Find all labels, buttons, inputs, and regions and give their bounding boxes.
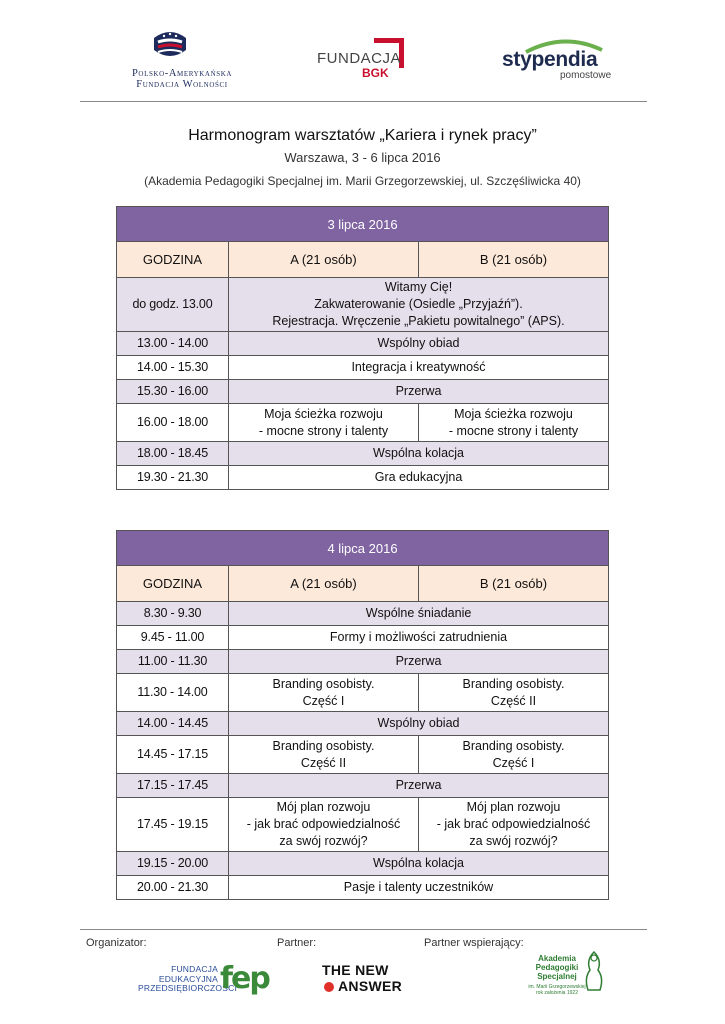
row-activity: Integracja i kreatywność bbox=[229, 356, 609, 380]
table-row bbox=[117, 650, 609, 674]
table-row bbox=[117, 736, 609, 774]
pafw-line2: Fundacja Wolności bbox=[136, 79, 228, 90]
row-activity-b: Branding osobisty. Część II bbox=[419, 674, 609, 712]
row-activity: Przerwa bbox=[229, 380, 609, 404]
header-divider bbox=[80, 101, 647, 102]
row-activity: Witamy Cię! Zakwaterowanie (Osiedle „Przyjaźń”). Rejestracja. Wręczenie „Pakietu powitalnego” (APS). bbox=[229, 278, 609, 332]
stypendia-line1: stypendia bbox=[502, 48, 598, 71]
row-activity: Wspólne śniadanie bbox=[229, 602, 609, 626]
header-group-b: B (21 osób) bbox=[419, 242, 609, 278]
header-time: GODZINA bbox=[117, 242, 229, 278]
stypendia-logo bbox=[500, 36, 630, 86]
row-time: 15.30 - 16.00 bbox=[117, 380, 229, 404]
table-row bbox=[117, 852, 609, 876]
organizer-label: Organizator: bbox=[86, 937, 147, 949]
bgk-line2: BGK bbox=[362, 66, 389, 80]
row-time: 13.00 - 14.00 bbox=[117, 332, 229, 356]
table-row bbox=[117, 674, 609, 712]
schedule-table-day2 bbox=[116, 530, 609, 900]
table-row bbox=[117, 774, 609, 798]
row-activity-b: Branding osobisty. Część I bbox=[419, 736, 609, 774]
tna-line2: ANSWER bbox=[338, 978, 403, 994]
row-activity: Formy i możliwości zatrudnienia bbox=[229, 626, 609, 650]
pafw-line1: Polsko-Amerykańska bbox=[131, 68, 233, 79]
table-row bbox=[117, 466, 609, 490]
row-time: 20.00 - 21.30 bbox=[117, 876, 229, 900]
table-row bbox=[117, 712, 609, 736]
row-time: 8.30 - 9.30 bbox=[117, 602, 229, 626]
footer-divider bbox=[80, 929, 647, 930]
bgk-logo bbox=[312, 38, 412, 88]
fep-text: FUNDACJA EDUKACYJNA PRZEDSIĘBIORCZOŚCI bbox=[138, 964, 238, 993]
table-row bbox=[117, 278, 609, 332]
partner-label: Partner: bbox=[277, 937, 317, 949]
pafw-eagle-icon bbox=[150, 28, 190, 62]
aps-text: Akademia Pedagogiki Specjalnej bbox=[535, 954, 579, 981]
row-time: 17.45 - 19.15 bbox=[117, 798, 229, 852]
row-time: 11.30 - 14.00 bbox=[117, 674, 229, 712]
row-time: 9.45 - 11.00 bbox=[117, 626, 229, 650]
venue-text: (Akademia Pedagogiki Specjalnej im. Marii Grzegorzewskiej, ul. Szczęśliwicka 40) bbox=[144, 174, 581, 188]
row-activity-a: Moja ścieżka rozwoju - mocne strony i talenty bbox=[229, 404, 419, 442]
aps-logo bbox=[528, 950, 608, 1000]
day-title: 3 lipca 2016 bbox=[117, 207, 609, 242]
header-group-b: B (21 osób) bbox=[419, 566, 609, 602]
schedule-table-day1 bbox=[116, 206, 609, 490]
bgk-line1: FUNDACJA bbox=[317, 50, 402, 67]
row-activity-b: Mój plan rozwoju - jak brać odpowiedzialność za swój rozwój? bbox=[419, 798, 609, 852]
stypendia-line2: pomostowe bbox=[560, 70, 612, 81]
page-subtitle: Warszawa, 3 - 6 lipca 2016 bbox=[284, 150, 441, 165]
row-activity-a: Mój plan rozwoju - jak brać odpowiedzialność za swój rozwój? bbox=[229, 798, 419, 852]
row-time: 16.00 - 18.00 bbox=[117, 404, 229, 442]
header-time: GODZINA bbox=[117, 566, 229, 602]
day-title: 4 lipca 2016 bbox=[117, 531, 609, 566]
row-time: do godz. 13.00 bbox=[117, 278, 229, 332]
row-activity: Przerwa bbox=[229, 774, 609, 798]
row-activity-b: Moja ścieżka rozwoju - mocne strony i talenty bbox=[419, 404, 609, 442]
table-row bbox=[117, 404, 609, 442]
row-time: 14.00 - 14.45 bbox=[117, 712, 229, 736]
table-row bbox=[117, 602, 609, 626]
the-new-answer-logo bbox=[322, 962, 402, 998]
row-activity: Wspólna kolacja bbox=[229, 852, 609, 876]
row-activity: Wspólny obiad bbox=[229, 332, 609, 356]
header-group-a: A (21 osób) bbox=[229, 566, 419, 602]
table-row bbox=[117, 442, 609, 466]
table-row bbox=[117, 356, 609, 380]
aps-emblem-icon bbox=[582, 950, 606, 994]
table-row bbox=[117, 876, 609, 900]
row-time: 14.00 - 15.30 bbox=[117, 356, 229, 380]
table-row bbox=[117, 332, 609, 356]
row-activity-a: Branding osobisty. Część II bbox=[229, 736, 419, 774]
table-row bbox=[117, 798, 609, 852]
row-activity: Przerwa bbox=[229, 650, 609, 674]
row-activity: Pasje i talenty uczestników bbox=[229, 876, 609, 900]
fep-logo bbox=[138, 961, 269, 1003]
row-activity-a: Branding osobisty. Część I bbox=[229, 674, 419, 712]
row-time: 19.30 - 21.30 bbox=[117, 466, 229, 490]
row-activity: Wspólna kolacja bbox=[229, 442, 609, 466]
table-row bbox=[117, 626, 609, 650]
red-dot-icon bbox=[324, 982, 334, 992]
table-row bbox=[117, 380, 609, 404]
tna-line1: THE NEW bbox=[322, 962, 389, 978]
row-time: 18.00 - 18.45 bbox=[117, 442, 229, 466]
row-time: 11.00 - 11.30 bbox=[117, 650, 229, 674]
row-activity: Gra edukacyjna bbox=[229, 466, 609, 490]
row-time: 17.15 - 17.45 bbox=[117, 774, 229, 798]
aps-subtext: im. Marii Grzegorzewskiej rok założenia 1922 bbox=[528, 984, 586, 996]
row-time: 14.45 - 17.15 bbox=[117, 736, 229, 774]
header-group-a: A (21 osób) bbox=[229, 242, 419, 278]
row-activity: Wspólny obiad bbox=[229, 712, 609, 736]
row-time: 19.15 - 20.00 bbox=[117, 852, 229, 876]
pafw-logo bbox=[112, 28, 252, 98]
page-title: Harmonogram warsztatów „Kariera i rynek pracy” bbox=[188, 127, 537, 144]
supporting-partner-label: Partner wspierający: bbox=[424, 937, 524, 949]
fep-mark: fep bbox=[220, 961, 269, 996]
